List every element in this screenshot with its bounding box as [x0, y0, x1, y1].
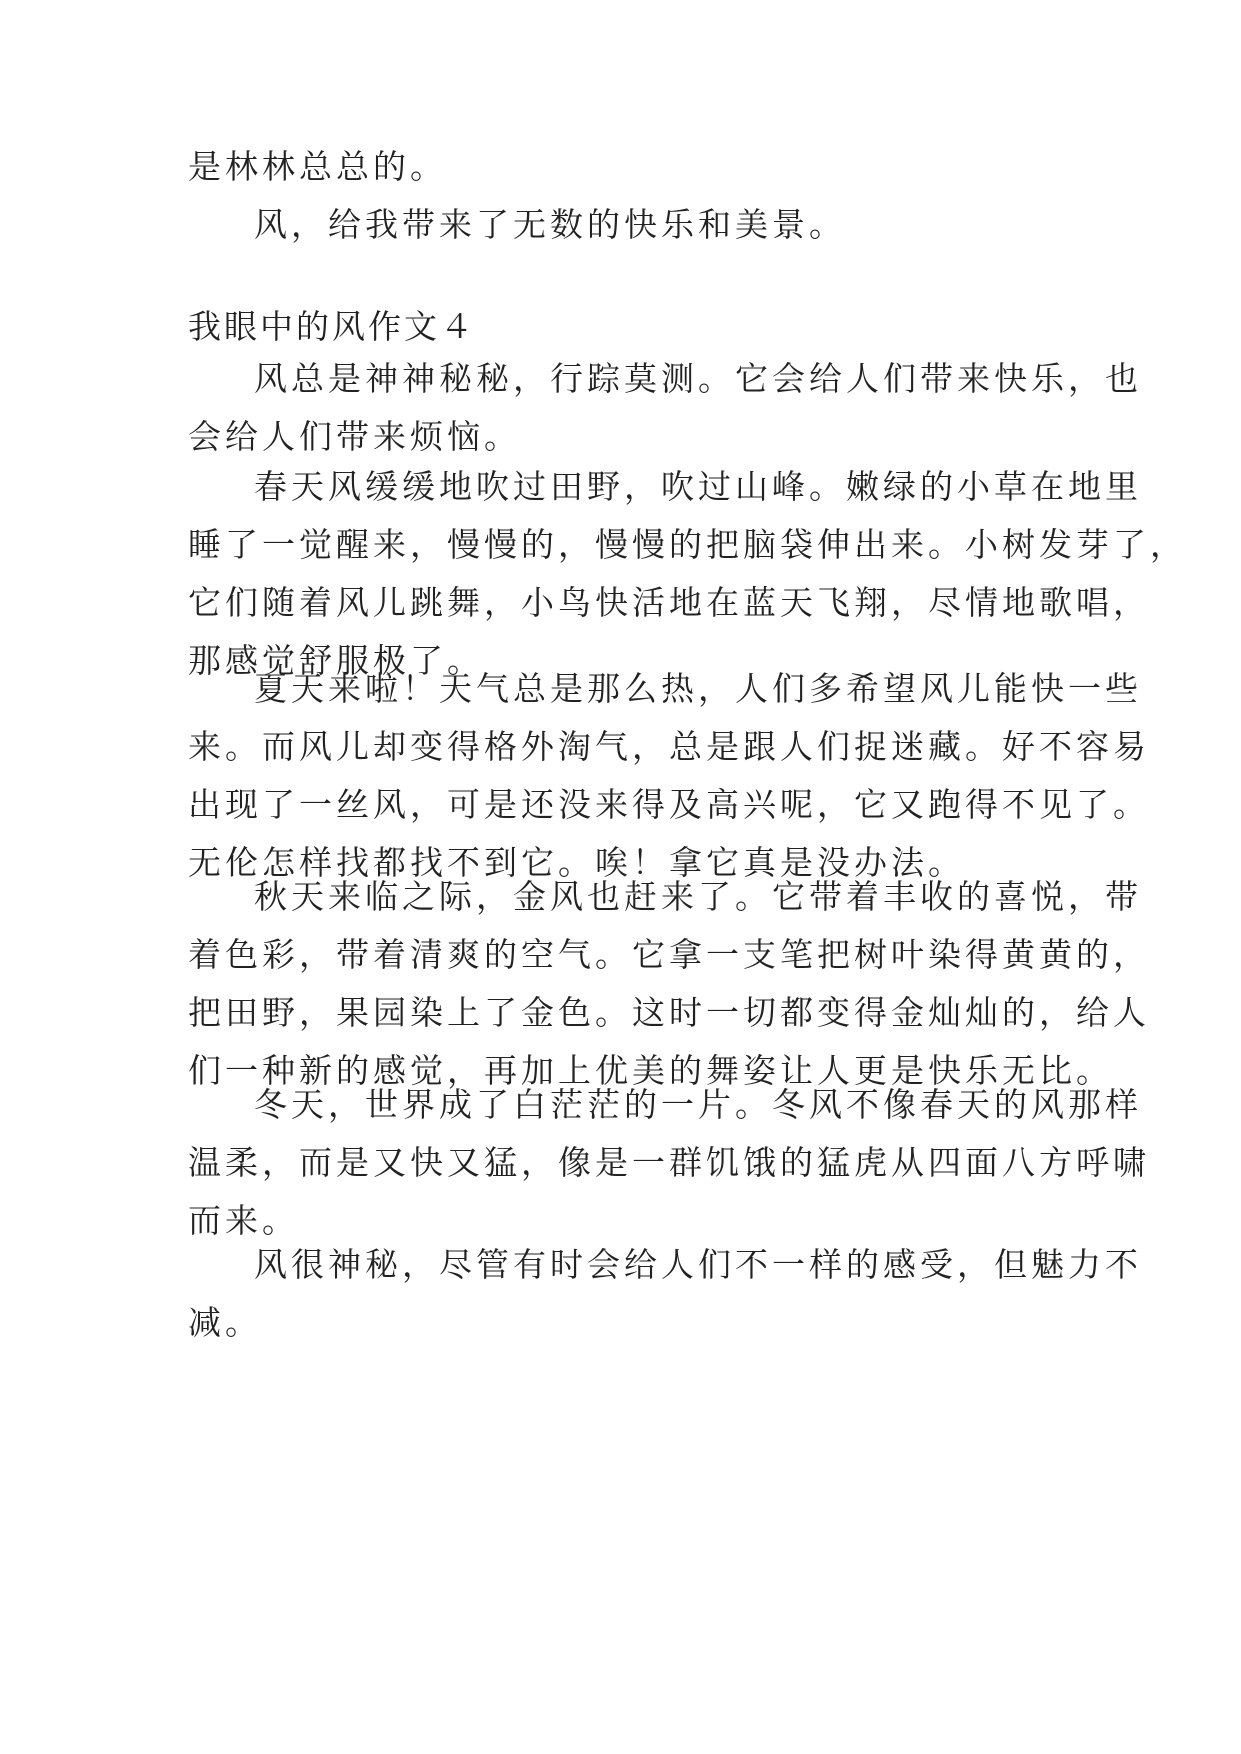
prev-paragraph-closing — [188, 196, 1056, 254]
text-line: 那感觉舒服极了。 — [188, 641, 484, 680]
text-line: 无伦怎样找都找不到它。唉！拿它真是没办法。 — [188, 843, 965, 882]
text-line: 出现了一丝风，可是还没来得及高兴呢，它又跑得不见了。 — [188, 785, 1150, 824]
text-line: 减。 — [188, 1303, 262, 1342]
paragraph-conclusion — [188, 1236, 1142, 1352]
text-line: 们一种新的感觉，再加上优美的舞姿让人更是快乐无比。 — [188, 1051, 1113, 1090]
text-line: 着色彩，带着清爽的空气。它拿一支笔把树叶染得黄黄的， — [188, 935, 1150, 974]
text-line: 秋天来临之际，金风也赶来了。它带着丰收的喜悦，带 — [254, 877, 1142, 916]
text-line: 把田野，果园染上了金色。这时一切都变得金灿灿的，给人 — [188, 993, 1150, 1032]
text-line: 睡了一觉醒来，慢慢的，慢慢的把脑袋伸出来。小树发芽了， — [188, 525, 1187, 564]
paragraph-intro — [188, 350, 1142, 466]
text-line: 而来。 — [188, 1201, 299, 1240]
text-line: 冬天，世界成了白茫茫的一片。冬风不像春天的风那样 — [254, 1085, 1142, 1124]
text-line: 春天风缓缓地吹过田野，吹过山峰。嫩绿的小草在地里 — [254, 467, 1142, 506]
text-line: 来。而风儿却变得格外淘气，总是跟人们捉迷藏。好不容易 — [188, 727, 1150, 766]
paragraph-summer — [188, 660, 1150, 892]
text-line: 是林林总总的。 — [188, 147, 447, 186]
text-line: 它们随着风儿跳舞，小鸟快活地在蓝天飞翔，尽情地歌唱， — [188, 583, 1150, 622]
paragraph-winter — [188, 1076, 1150, 1250]
text-line: 温柔，而是又快又猛，像是一群饥饿的猛虎从四面八方呼啸 — [188, 1143, 1150, 1182]
text-line: 风总是神神秘秘，行踪莫测。它会给人们带来快乐，也 — [254, 359, 1142, 398]
text-line: 风很神秘，尽管有时会给人们不一样的感受，但魅力不 — [254, 1245, 1142, 1284]
text-line: 风，给我带来了无数的快乐和美景。 — [254, 205, 846, 244]
text-line: 夏天来啦！天气总是那么热，人们多希望风儿能快一些 — [254, 669, 1142, 708]
prev-paragraph-ending — [188, 138, 1056, 196]
text-line: 会给人们带来烦恼。 — [188, 417, 521, 456]
title-line: 我眼中的风作文４ — [188, 307, 476, 346]
paragraph-autumn — [188, 868, 1150, 1100]
essay-title — [188, 298, 1056, 356]
